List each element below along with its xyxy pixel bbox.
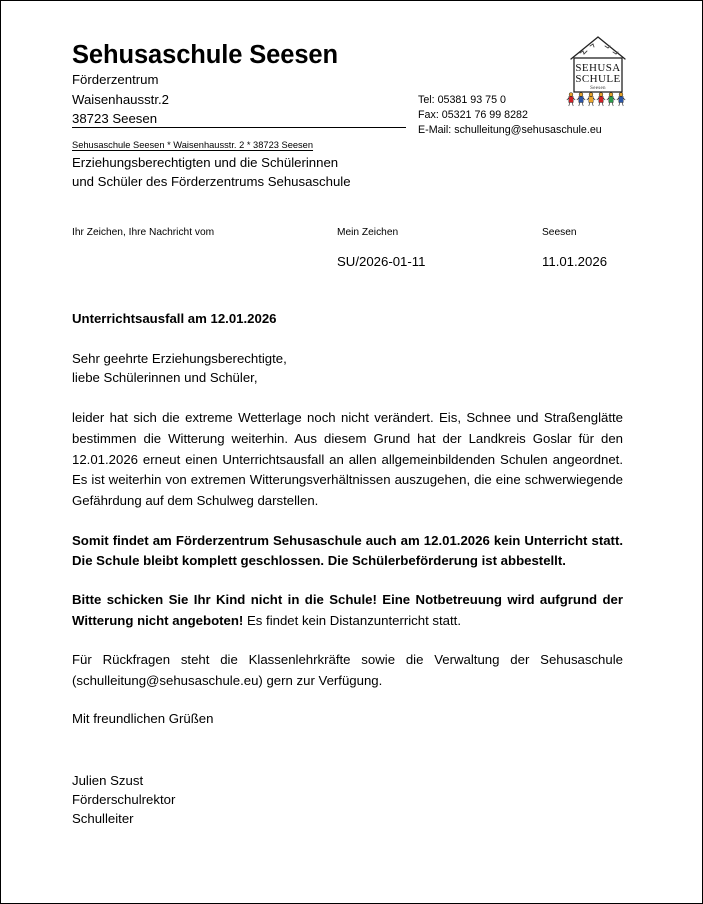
subject-line: Unterrichtsausfall am 12.01.2026	[72, 311, 277, 326]
body-paragraph-3-emphasis: Bitte schicken Sie Ihr Kind nicht in die Schule! Eine Notbetreuung wird aufgrund der Witterung nicht angeboten!	[72, 592, 623, 628]
contact-email: E-Mail: schulleitung@sehusaschule.eu	[418, 124, 602, 137]
signature-block	[72, 771, 623, 828]
letter-body	[72, 311, 623, 828]
letterhead-line-3: 38723 Seesen	[72, 110, 158, 126]
school-logo	[557, 32, 639, 110]
signer-name: Julien Szust	[72, 772, 144, 788]
signer-title-1: Förderschulrektor	[72, 791, 176, 807]
reference-our-ref	[337, 227, 425, 269]
salutation	[72, 349, 623, 387]
school-name: Sehusaschule Seesen	[72, 41, 338, 69]
salutation-line-1: Sehr geehrte Erziehungsberechtigte,	[72, 351, 287, 366]
page-sheet	[1, 1, 702, 903]
contact-fax: Fax: 05321 76 99 8282	[418, 109, 528, 122]
body-paragraph-3-rest: Es findet kein Distanzunterricht statt.	[243, 612, 462, 628]
logo-children-figures	[567, 93, 625, 106]
sender-return-address: Sehusaschule Seesen * Waisenhausstr. 2 * 38723 Seesen	[72, 140, 314, 150]
body-paragraph-3	[72, 590, 623, 631]
our-ref-label: Mein Zeichen	[337, 227, 399, 238]
body-paragraph-1: leider hat sich die extreme Wetterlage noch nicht verändert. Eis, Schnee und Straßenglätte bestimmen die Witterung weiterhin. Aus diesem Grund hat der Landkreis Goslar für den 12.01.2026 erneut einen Unterrichtsausfall an allen allgemeinbildenden Schulen angeordnet. Es ist weiterhin von extremen Witterungsverhältnissen auszugehen, die eine schwerwiegende Gefährdung auf dem Schulweg darstellen.	[72, 410, 623, 509]
letterhead-line-1: Förderzentrum	[72, 72, 159, 88]
your-ref-label: Ihr Zeichen, Ihre Nachricht vom	[72, 227, 215, 238]
recipient-line-1: Erziehungsberechtigten und die Schülerinnen	[72, 155, 339, 170]
place-label: Seesen	[542, 227, 577, 238]
our-ref-value: SU/2026-01-11	[337, 254, 426, 269]
header-divider	[72, 127, 406, 128]
closing-phrase: Mit freundlichen Grüßen	[72, 710, 214, 726]
logo-text-line3: Seesen	[590, 86, 606, 91]
signer-title-2: Schulleiter	[72, 810, 134, 826]
reference-your-ref	[72, 227, 214, 254]
house-logo-icon	[557, 32, 639, 110]
body-paragraph-2: Somit findet am Förderzentrum Sehusaschule auch am 12.01.2026 kein Unterricht statt. Die Schule bleibt komplett geschlossen. Die Schülerbeförderung ist abbestellt.	[72, 532, 623, 568]
body-paragraph-4: Für Rückfragen steht die Klassenlehrkräfte sowie die Verwaltung der Sehusaschule (schulleitung@sehusaschule.eu) gern zur Verfügung.	[72, 652, 623, 689]
letterhead	[72, 41, 412, 128]
logo-text-line2: SCHULE	[575, 73, 621, 85]
letterhead-line-2: Waisenhausstr.2	[72, 91, 169, 107]
date-value: 11.01.2026	[542, 254, 608, 269]
contact-telephone: Tel: 05381 93 75 0	[418, 94, 506, 106]
recipient-address	[72, 154, 351, 191]
logo-text-line1: SEHUSA	[575, 62, 621, 74]
salutation-line-2: liebe Schülerinnen und Schüler,	[72, 370, 258, 386]
reference-place-date	[542, 227, 607, 269]
recipient-line-2: und Schüler des Förderzentrums Sehusaschule	[72, 173, 351, 189]
